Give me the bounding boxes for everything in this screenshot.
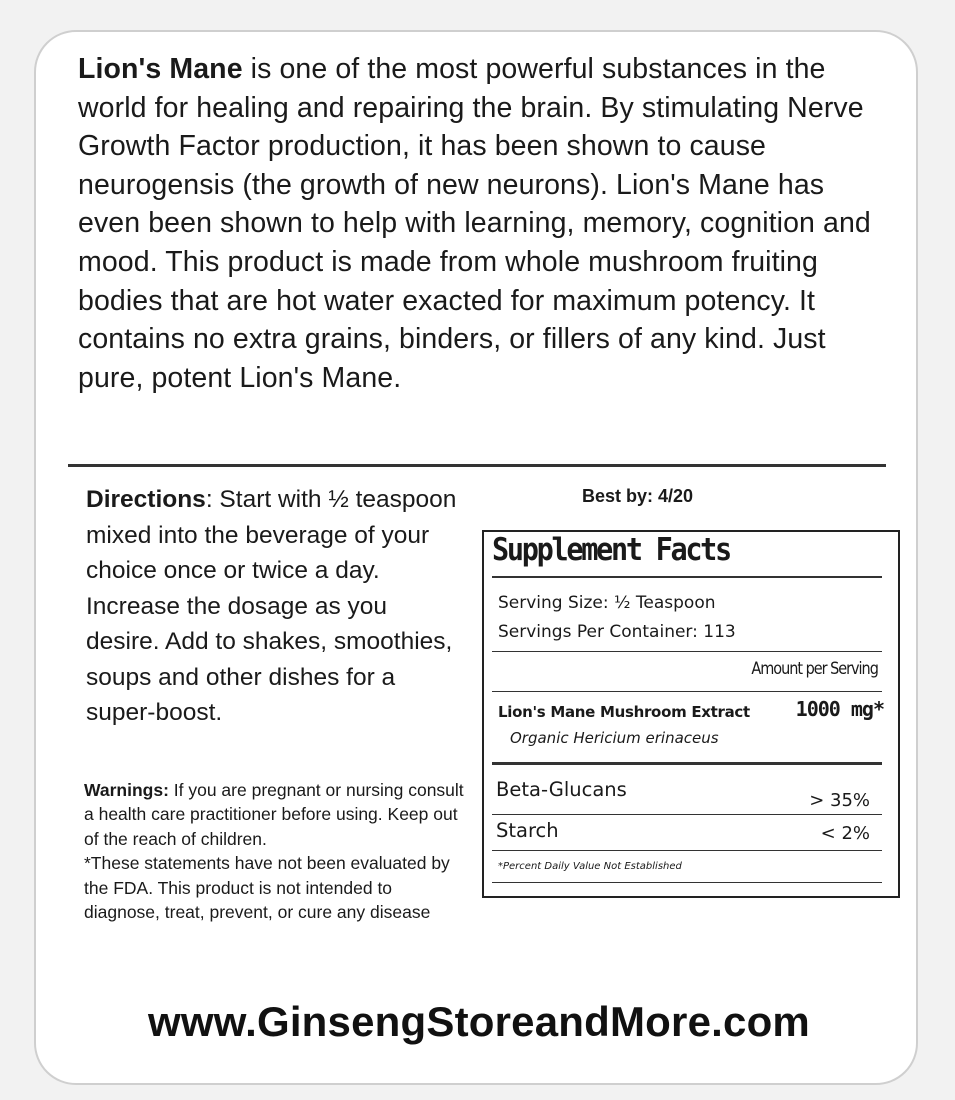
starch-label: Starch	[496, 819, 559, 842]
facts-rule-bottom	[492, 882, 882, 883]
beta-glucans-label: Beta-Glucans	[496, 778, 627, 801]
product-name: Lion's Mane	[78, 53, 243, 85]
starch-value: < 2%	[820, 823, 870, 844]
ingredient-amount: 1000 mg*	[795, 697, 884, 721]
ingredient-name: Lion's Mane Mushroom Extract	[498, 703, 750, 721]
serving-info	[498, 589, 736, 647]
facts-footnote: *Percent Daily Value Not Established	[498, 861, 682, 872]
servings-per-container: Servings Per Container: 113	[498, 622, 736, 642]
description-text: is one of the most powerful substances in the world for healing and repairing the brain. By stimulating Nerve Growth Factor production, it has been shown to cause neurogensis (the growth of new neurons). Lion's Mane has even been shown to help with learning, memory, cognition and mood. This product is made from whole mushroom fruiting bodies that are hot water exacted for maximum potency. It contains no extra grains, binders, or fillers of any kind. Just pure, potent Lion's Mane.	[78, 53, 871, 394]
amount-per-serving-header: Amount per Serving	[751, 659, 878, 679]
facts-rule-row1	[492, 814, 882, 815]
facts-rule-amount	[492, 691, 882, 692]
website-url: www.GinsengStoreandMore.com	[148, 998, 810, 1045]
directions-text: : Start with ½ teaspoon mixed into the beverage of your choice once or twice a day. Increase the dosage as you desire. Add to shakes, smoothies, soups and other dishes for a super-boost.	[86, 486, 457, 726]
product-description	[78, 50, 888, 397]
supplement-facts-title: Supplement Facts	[492, 532, 730, 568]
directions-section	[86, 482, 466, 731]
best-by-date: Best by: 4/20	[582, 486, 694, 506]
facts-rule-thick	[492, 762, 882, 765]
directions-label: Directions	[86, 486, 206, 513]
serving-size: Serving Size: ½ Teaspoon	[498, 593, 716, 613]
beta-glucans-value: > 35%	[809, 790, 870, 811]
warnings-paragraph	[84, 778, 464, 851]
warnings-text: If you are pregnant or nursing consult a health care practitioner before using. Keep out of the reach of children.	[84, 780, 464, 849]
facts-rule-row2	[492, 850, 882, 851]
facts-rule-serving	[492, 651, 882, 652]
facts-rule-top	[492, 576, 882, 578]
warnings-label: Warnings:	[84, 780, 169, 800]
fda-disclaimer: *These statements have not been evaluated by the FDA. This product is not intended to diagnose, treat, prevent, or cure any disease	[84, 853, 450, 923]
supplement-facts-panel	[482, 530, 900, 898]
product-label	[34, 30, 918, 1085]
ingredient-latin-name: Organic Hericium erinaceus	[510, 729, 719, 747]
warnings-section	[84, 778, 464, 924]
section-divider	[68, 464, 886, 467]
